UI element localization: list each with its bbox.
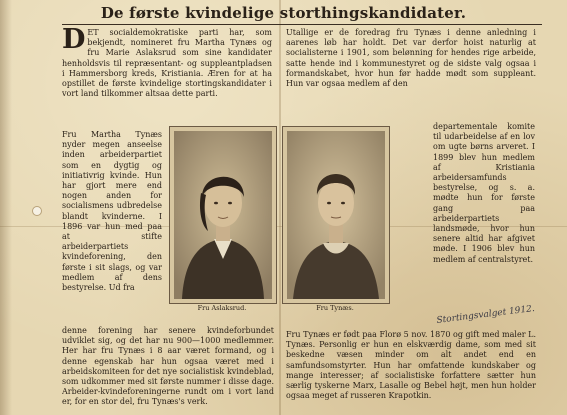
article-text-right-narrow: departementale komite til udarbeidelse af en lov om ugte børns arveret. I 1899 blev hun medlem af Kristiania arbeidersamfunds bestyrelse, og s. a. mødte hun for første gang paa arbeiderpartiets landsmøde, hvor hun senere altid har afgivet møde. I 1906 blev hun medlem af centralstyret.: [433, 122, 535, 264]
handwritten-annotation: Stortingsvalget 1912.: [436, 303, 536, 326]
vertical-fold-line: [279, 0, 281, 415]
article-text-bottom-left: denne forening har senere kvindeforbundet udviklet sig, og det har nu 900—1000 medlemmer. Her har fru Tynæs i 8 aar været formand, og i denne egenskab har hun ogsaa været med i arbeidskomiteen for det nye socialistisk kvindeblad, som udkommer med sit første nummer i disse dage. Arbeider-kvindeforeningerne rundt om i vort land er, for en stor del, fru Tynæs's verk.: [62, 326, 274, 407]
article-text-bottom-right: Fru Tynæs er født paa Florø 5 nov. 1870 og gift med maler L. Tynæs. Personlig er hun en elskværdig dame, som med sit beskedne væsen minder om alt andet end en samfundsomstyrter. Hun har omfattende kundskaber og mange interesser; af socialistiske forfattere sætter hun særlig tyskerne Marx, Lasalle og Bebel højt, men hun holder ogsaa meget af russeren Krapotkin.: [286, 330, 536, 401]
article-text-top-right: Utallige er de foredrag fru Tynæs i denne anledning i aarenes løb har holdt. Det var derfor hoist naturlig at socialisterne i 1901, som belønning for hendes rige arbeide, satte hende ind i kommunestyret og de sidste valg ogsaa i formandskabet, hvor hun før hadde mødt som suppleant. Hun var ogsaa medlem af den: [286, 28, 536, 89]
portrait-aslaksrud-image: [174, 131, 272, 299]
caption-tynaes: Fru Tynæs.: [316, 304, 354, 312]
article-text-left-narrow: Fru Martha Tynæs nyder megen anseelse inden arbeiderpartiet som en dygtig og initiativrig kvinde. Hun har gjort mere end nogen anden for socialismens udbredelse blandt kvinderne. I 1896 var hun med paa at stifte arbeiderpartiets kvindeforening, den første i sit slags, og var medlem af dens bestyrelse. Ud fra: [62, 130, 162, 293]
portrait-tynaes: [282, 126, 390, 304]
caption-aslaksrud: Fru Aslaksrud.: [197, 304, 247, 312]
portrait-aslaksrud: [169, 126, 277, 304]
article-headline: De første kvindelige storthingskandidater.: [100, 4, 467, 22]
article-column-left-narrow: [62, 130, 162, 326]
punch-hole: [32, 206, 42, 216]
article-column-right-narrow: [433, 122, 535, 328]
headline-rule: [62, 24, 542, 25]
paper-edge-shadow: [0, 0, 12, 415]
article-column-bottom-right: [286, 330, 536, 414]
drop-cap: D: [62, 28, 86, 55]
portrait-tynaes-image: [287, 131, 385, 299]
article-text-top-left: ET socialdemokratiske parti har, som bekjendt, nomineret fru Martha Tynæs og fru Marie Aslaksrud som sine kandidater henholdsvis til repræsentant- og suppleantpladsen i Hammersborg kreds, Kristiania. Æren for at ha opstillet de første kvindelige stortingskandidater i vort land tilkommer altsaa dette parti.: [62, 28, 272, 99]
article-column-bottom-left: [62, 326, 274, 412]
article-column-top-left: [62, 28, 272, 130]
article-column-top-right: [286, 28, 536, 122]
